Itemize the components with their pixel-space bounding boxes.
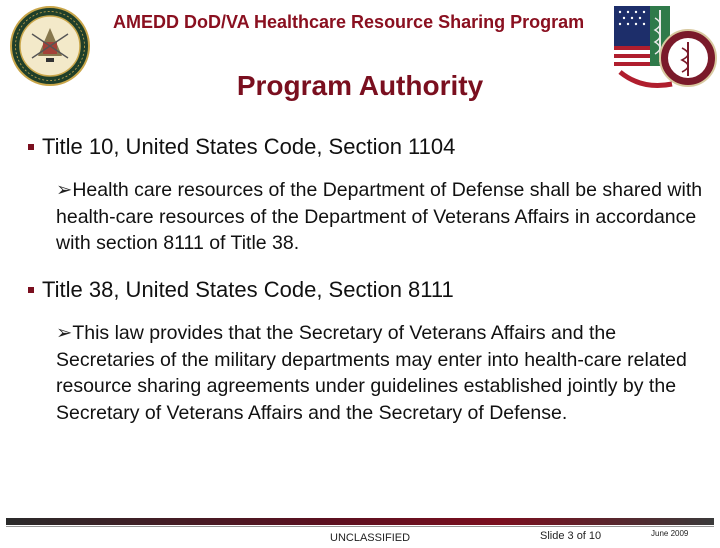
arrow-bullet-icon: ➢ (56, 322, 73, 344)
bullet-square-icon (28, 144, 34, 150)
footer-rule (6, 526, 714, 527)
footer-divider (6, 518, 714, 525)
classification-label: UNCLASSIFIED (330, 532, 411, 544)
section-heading-text: Title 10, United States Code, Section 1104 (42, 134, 456, 159)
page-title: Program Authority (236, 70, 484, 101)
section-heading-text: Title 38, United States Code, Section 8111 (42, 277, 454, 302)
section-detail (56, 320, 706, 426)
section-detail-text: This law provides that the Secretary of Veterans Affairs and the Secretaries of the military departments may enter into health-care related resource sharing agreements under guidelines established jointly by the Secretary of Veterans Affairs and the Secretary of Defense. (56, 322, 687, 424)
section-detail-text: Health care resources of the Department of Defense shall be shared with health-care resources of the Department of Veterans Affairs in accordance with section 8111 of Title 38. (56, 179, 703, 254)
program-title: AMEDD DoD/VA Healthcare Resource Sharing Program (113, 12, 585, 32)
footer-date: June 2009 (651, 529, 689, 538)
section-detail (56, 177, 706, 257)
slide-number: Slide 3 of 10 (540, 530, 602, 542)
bullet-square-icon (28, 287, 34, 293)
section-heading (26, 277, 454, 303)
section-heading (26, 134, 455, 160)
arrow-bullet-icon: ➢ (56, 179, 73, 201)
